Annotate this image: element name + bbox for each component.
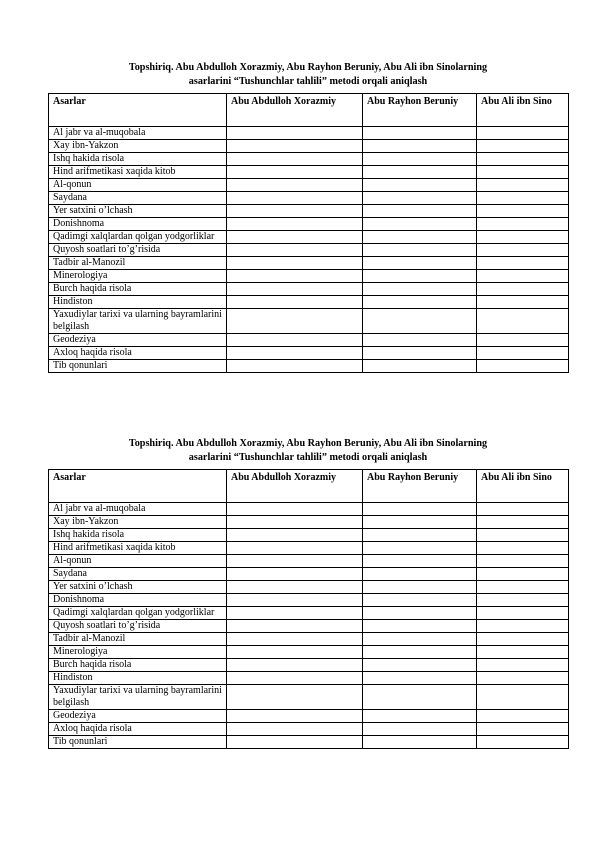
header-beruniy: Abu Rayhon Beruniy bbox=[363, 470, 477, 503]
header-beruniy: Abu Rayhon Beruniy bbox=[363, 94, 477, 127]
answer-cell-xorazmiy[interactable] bbox=[227, 127, 363, 140]
work-title-cell: Geodeziya bbox=[49, 710, 227, 723]
answer-cell-beruniy[interactable] bbox=[363, 270, 477, 283]
answer-cell-xorazmiy[interactable] bbox=[227, 205, 363, 218]
answer-cell-beruniy[interactable] bbox=[363, 555, 477, 568]
answer-cell-ibn-sino[interactable] bbox=[477, 723, 569, 736]
task-title-line-2: asarlarini “Tushunchlar tahlili” metodi orqali aniqlash bbox=[188, 76, 428, 87]
table-row bbox=[49, 542, 569, 555]
answer-cell-beruniy[interactable] bbox=[363, 594, 477, 607]
answer-cell-ibn-sino[interactable] bbox=[477, 581, 569, 594]
answer-cell-ibn-sino[interactable] bbox=[477, 347, 569, 360]
answer-cell-xorazmiy[interactable] bbox=[227, 270, 363, 283]
table-row bbox=[49, 127, 569, 140]
answer-cell-beruniy[interactable] bbox=[363, 516, 477, 529]
answer-cell-xorazmiy[interactable] bbox=[227, 153, 363, 166]
answer-cell-xorazmiy[interactable] bbox=[227, 529, 363, 542]
answer-cell-ibn-sino[interactable] bbox=[477, 309, 569, 334]
work-title-cell: Hindiston bbox=[49, 672, 227, 685]
table-row bbox=[49, 179, 569, 192]
answer-cell-beruniy[interactable] bbox=[363, 646, 477, 659]
header-xorazmiy: Abu Abdulloh Xorazmiy bbox=[227, 470, 363, 503]
answer-cell-ibn-sino[interactable] bbox=[477, 607, 569, 620]
table-row bbox=[49, 270, 569, 283]
work-title-cell: Tadbir al-Manozil bbox=[49, 257, 227, 270]
answer-cell-beruniy[interactable] bbox=[363, 607, 477, 620]
answer-cell-ibn-sino[interactable] bbox=[477, 218, 569, 231]
work-title-cell: Saydana bbox=[49, 568, 227, 581]
table-row bbox=[49, 153, 569, 166]
work-title-cell: Burch haqida risola bbox=[49, 283, 227, 296]
answer-cell-xorazmiy[interactable] bbox=[227, 568, 363, 581]
header-works: Asarlar bbox=[49, 94, 227, 127]
table-row bbox=[49, 257, 569, 270]
answer-cell-ibn-sino[interactable] bbox=[477, 192, 569, 205]
answer-cell-ibn-sino[interactable] bbox=[477, 296, 569, 309]
answer-cell-xorazmiy[interactable] bbox=[227, 283, 363, 296]
header-works: Asarlar bbox=[49, 470, 227, 503]
answer-cell-beruniy[interactable] bbox=[363, 568, 477, 581]
answer-cell-xorazmiy[interactable] bbox=[227, 192, 363, 205]
answer-cell-beruniy[interactable] bbox=[363, 166, 477, 179]
work-title-cell: Quyosh soatlari to’g’risida bbox=[49, 244, 227, 257]
table-row bbox=[49, 620, 569, 633]
table-row bbox=[49, 685, 569, 710]
answer-cell-xorazmiy[interactable] bbox=[227, 710, 363, 723]
answer-cell-beruniy[interactable] bbox=[363, 542, 477, 555]
answer-cell-beruniy[interactable] bbox=[363, 672, 477, 685]
answer-cell-beruniy[interactable] bbox=[363, 127, 477, 140]
work-title-cell: Yer satxini o’lchash bbox=[49, 205, 227, 218]
answer-cell-xorazmiy[interactable] bbox=[227, 140, 363, 153]
answer-cell-xorazmiy[interactable] bbox=[227, 218, 363, 231]
answer-cell-ibn-sino[interactable] bbox=[477, 231, 569, 244]
answer-cell-ibn-sino[interactable] bbox=[477, 542, 569, 555]
answer-cell-xorazmiy[interactable] bbox=[227, 620, 363, 633]
work-title-cell: Qadimgi xalqlardan qolgan yodgorliklar bbox=[49, 607, 227, 620]
table-row bbox=[49, 710, 569, 723]
table-row bbox=[49, 594, 569, 607]
work-title-cell: Yer satxini o’lchash bbox=[49, 581, 227, 594]
answer-cell-beruniy[interactable] bbox=[363, 633, 477, 646]
answer-cell-beruniy[interactable] bbox=[363, 503, 477, 516]
answer-cell-xorazmiy[interactable] bbox=[227, 723, 363, 736]
answer-cell-xorazmiy[interactable] bbox=[227, 503, 363, 516]
answer-cell-xorazmiy[interactable] bbox=[227, 334, 363, 347]
task-title-line-2: asarlarini “Tushunchlar tahlili” metodi orqali aniqlash bbox=[188, 452, 428, 463]
answer-cell-beruniy[interactable] bbox=[363, 529, 477, 542]
answer-cell-beruniy[interactable] bbox=[363, 192, 477, 205]
answer-cell-beruniy[interactable] bbox=[363, 659, 477, 672]
answer-cell-beruniy[interactable] bbox=[363, 296, 477, 309]
answer-cell-beruniy[interactable] bbox=[363, 179, 477, 192]
answer-cell-ibn-sino[interactable] bbox=[477, 153, 569, 166]
work-title-cell: Burch haqida risola bbox=[49, 659, 227, 672]
answer-cell-ibn-sino[interactable] bbox=[477, 568, 569, 581]
answer-cell-xorazmiy[interactable] bbox=[227, 257, 363, 270]
answer-cell-beruniy[interactable] bbox=[363, 140, 477, 153]
answer-cell-beruniy[interactable] bbox=[363, 620, 477, 633]
table-row bbox=[49, 283, 569, 296]
table-row bbox=[49, 231, 569, 244]
work-title-cell: Axloq haqida risola bbox=[49, 347, 227, 360]
table-row bbox=[49, 218, 569, 231]
table-row bbox=[49, 192, 569, 205]
task-block-1 bbox=[48, 61, 568, 373]
work-title-cell: Minerologiya bbox=[49, 646, 227, 659]
answer-cell-ibn-sino[interactable] bbox=[477, 127, 569, 140]
answer-cell-ibn-sino[interactable] bbox=[477, 646, 569, 659]
answer-cell-ibn-sino[interactable] bbox=[477, 270, 569, 283]
answer-cell-ibn-sino[interactable] bbox=[477, 166, 569, 179]
table-row bbox=[49, 723, 569, 736]
work-title-cell: Al-qonun bbox=[49, 179, 227, 192]
table-row bbox=[49, 205, 569, 218]
answer-cell-ibn-sino[interactable] bbox=[477, 179, 569, 192]
answer-cell-xorazmiy[interactable] bbox=[227, 347, 363, 360]
table-row bbox=[49, 581, 569, 594]
answer-cell-beruniy[interactable] bbox=[363, 309, 477, 334]
answer-cell-ibn-sino[interactable] bbox=[477, 516, 569, 529]
table-row bbox=[49, 503, 569, 516]
work-title-cell: Yaxudiylar tarixi va ularning bayramlarini belgilash bbox=[49, 685, 227, 710]
work-title-cell: Qadimgi xalqlardan qolgan yodgorliklar bbox=[49, 231, 227, 244]
answer-cell-beruniy[interactable] bbox=[363, 218, 477, 231]
table-row bbox=[49, 334, 569, 347]
answer-cell-ibn-sino[interactable] bbox=[477, 205, 569, 218]
work-title-cell: Al jabr va al-muqobala bbox=[49, 127, 227, 140]
table-row bbox=[49, 347, 569, 360]
work-title-cell: Minerologiya bbox=[49, 270, 227, 283]
table-row bbox=[49, 555, 569, 568]
answer-cell-ibn-sino[interactable] bbox=[477, 594, 569, 607]
answer-cell-xorazmiy[interactable] bbox=[227, 296, 363, 309]
answer-cell-xorazmiy[interactable] bbox=[227, 685, 363, 710]
answer-cell-ibn-sino[interactable] bbox=[477, 672, 569, 685]
answer-cell-ibn-sino[interactable] bbox=[477, 140, 569, 153]
answer-cell-xorazmiy[interactable] bbox=[227, 179, 363, 192]
work-title-cell: Donishnoma bbox=[49, 218, 227, 231]
table-row bbox=[49, 672, 569, 685]
table-row bbox=[49, 244, 569, 257]
answer-cell-beruniy[interactable] bbox=[363, 153, 477, 166]
work-title-cell: Tadbir al-Manozil bbox=[49, 633, 227, 646]
work-title-cell: Geodeziya bbox=[49, 334, 227, 347]
answer-cell-beruniy[interactable] bbox=[363, 723, 477, 736]
answer-cell-xorazmiy[interactable] bbox=[227, 646, 363, 659]
table-header-row bbox=[49, 470, 569, 503]
answer-cell-beruniy[interactable] bbox=[363, 231, 477, 244]
answer-cell-xorazmiy[interactable] bbox=[227, 516, 363, 529]
work-title-cell: Al jabr va al-muqobala bbox=[49, 503, 227, 516]
work-title-cell: Saydana bbox=[49, 192, 227, 205]
work-title-cell: Al-qonun bbox=[49, 555, 227, 568]
answer-cell-beruniy[interactable] bbox=[363, 257, 477, 270]
answer-cell-ibn-sino[interactable] bbox=[477, 503, 569, 516]
table-row bbox=[49, 360, 569, 373]
table-row bbox=[49, 309, 569, 334]
answer-cell-xorazmiy[interactable] bbox=[227, 555, 363, 568]
answer-cell-ibn-sino[interactable] bbox=[477, 257, 569, 270]
answer-cell-beruniy[interactable] bbox=[363, 334, 477, 347]
answer-cell-beruniy[interactable] bbox=[363, 244, 477, 257]
table-row bbox=[49, 659, 569, 672]
answer-cell-ibn-sino[interactable] bbox=[477, 685, 569, 710]
table-row bbox=[49, 529, 569, 542]
work-title-cell: Quyosh soatlari to’g’risida bbox=[49, 620, 227, 633]
table-row bbox=[49, 646, 569, 659]
answer-cell-xorazmiy[interactable] bbox=[227, 659, 363, 672]
work-title-cell: Axloq haqida risola bbox=[49, 723, 227, 736]
table-header-row bbox=[49, 94, 569, 127]
answer-cell-beruniy[interactable] bbox=[363, 736, 477, 749]
answer-cell-xorazmiy[interactable] bbox=[227, 231, 363, 244]
answer-cell-ibn-sino[interactable] bbox=[477, 360, 569, 373]
work-title-cell: Yaxudiylar tarixi va ularning bayramlarini belgilash bbox=[49, 309, 227, 334]
header-ibn-sino: Abu Ali ibn Sino bbox=[477, 470, 569, 503]
table-row bbox=[49, 516, 569, 529]
answer-cell-xorazmiy[interactable] bbox=[227, 309, 363, 334]
answer-cell-xorazmiy[interactable] bbox=[227, 594, 363, 607]
answer-cell-ibn-sino[interactable] bbox=[477, 620, 569, 633]
answer-cell-ibn-sino[interactable] bbox=[477, 529, 569, 542]
table-body bbox=[49, 127, 569, 373]
table-row bbox=[49, 736, 569, 749]
task-block-2 bbox=[48, 437, 568, 749]
work-title-cell: Tib qonunlari bbox=[49, 360, 227, 373]
work-title-cell: Xay ibn-Yakzon bbox=[49, 140, 227, 153]
answer-cell-beruniy[interactable] bbox=[363, 205, 477, 218]
works-table bbox=[48, 93, 569, 373]
table-row bbox=[49, 607, 569, 620]
answer-cell-ibn-sino[interactable] bbox=[477, 283, 569, 296]
work-title-cell: Tib qonunlari bbox=[49, 736, 227, 749]
answer-cell-xorazmiy[interactable] bbox=[227, 360, 363, 373]
answer-cell-beruniy[interactable] bbox=[363, 360, 477, 373]
task-title bbox=[48, 437, 568, 465]
table-row bbox=[49, 633, 569, 646]
answer-cell-xorazmiy[interactable] bbox=[227, 633, 363, 646]
answer-cell-beruniy[interactable] bbox=[363, 710, 477, 723]
answer-cell-ibn-sino[interactable] bbox=[477, 736, 569, 749]
answer-cell-ibn-sino[interactable] bbox=[477, 244, 569, 257]
work-title-cell: Hind arifmetikasi xaqida kitob bbox=[49, 542, 227, 555]
answer-cell-xorazmiy[interactable] bbox=[227, 542, 363, 555]
header-ibn-sino: Abu Ali ibn Sino bbox=[477, 94, 569, 127]
answer-cell-beruniy[interactable] bbox=[363, 347, 477, 360]
work-title-cell: Donishnoma bbox=[49, 594, 227, 607]
answer-cell-xorazmiy[interactable] bbox=[227, 581, 363, 594]
answer-cell-xorazmiy[interactable] bbox=[227, 244, 363, 257]
answer-cell-xorazmiy[interactable] bbox=[227, 607, 363, 620]
table-row bbox=[49, 140, 569, 153]
answer-cell-ibn-sino[interactable] bbox=[477, 555, 569, 568]
table-body bbox=[49, 503, 569, 749]
task-title-line-1: Topshiriq. Abu Abdulloh Xorazmiy, Abu Rayhon Beruniy, Abu Ali ibn Sinolarning bbox=[128, 62, 488, 73]
answer-cell-xorazmiy[interactable] bbox=[227, 166, 363, 179]
answer-cell-beruniy[interactable] bbox=[363, 581, 477, 594]
answer-cell-ibn-sino[interactable] bbox=[477, 334, 569, 347]
answer-cell-xorazmiy[interactable] bbox=[227, 672, 363, 685]
table-row bbox=[49, 166, 569, 179]
answer-cell-xorazmiy[interactable] bbox=[227, 736, 363, 749]
work-title-cell: Hindiston bbox=[49, 296, 227, 309]
work-title-cell: Xay ibn-Yakzon bbox=[49, 516, 227, 529]
answer-cell-beruniy[interactable] bbox=[363, 283, 477, 296]
work-title-cell: Hind arifmetikasi xaqida kitob bbox=[49, 166, 227, 179]
work-title-cell: Ishq hakida risola bbox=[49, 153, 227, 166]
work-title-cell: Ishq hakida risola bbox=[49, 529, 227, 542]
table-row bbox=[49, 296, 569, 309]
table-row bbox=[49, 568, 569, 581]
works-table bbox=[48, 469, 569, 749]
task-title-line-1: Topshiriq. Abu Abdulloh Xorazmiy, Abu Rayhon Beruniy, Abu Ali ibn Sinolarning bbox=[128, 438, 488, 449]
header-xorazmiy: Abu Abdulloh Xorazmiy bbox=[227, 94, 363, 127]
answer-cell-ibn-sino[interactable] bbox=[477, 710, 569, 723]
task-title bbox=[48, 61, 568, 89]
answer-cell-ibn-sino[interactable] bbox=[477, 633, 569, 646]
answer-cell-ibn-sino[interactable] bbox=[477, 659, 569, 672]
answer-cell-beruniy[interactable] bbox=[363, 685, 477, 710]
